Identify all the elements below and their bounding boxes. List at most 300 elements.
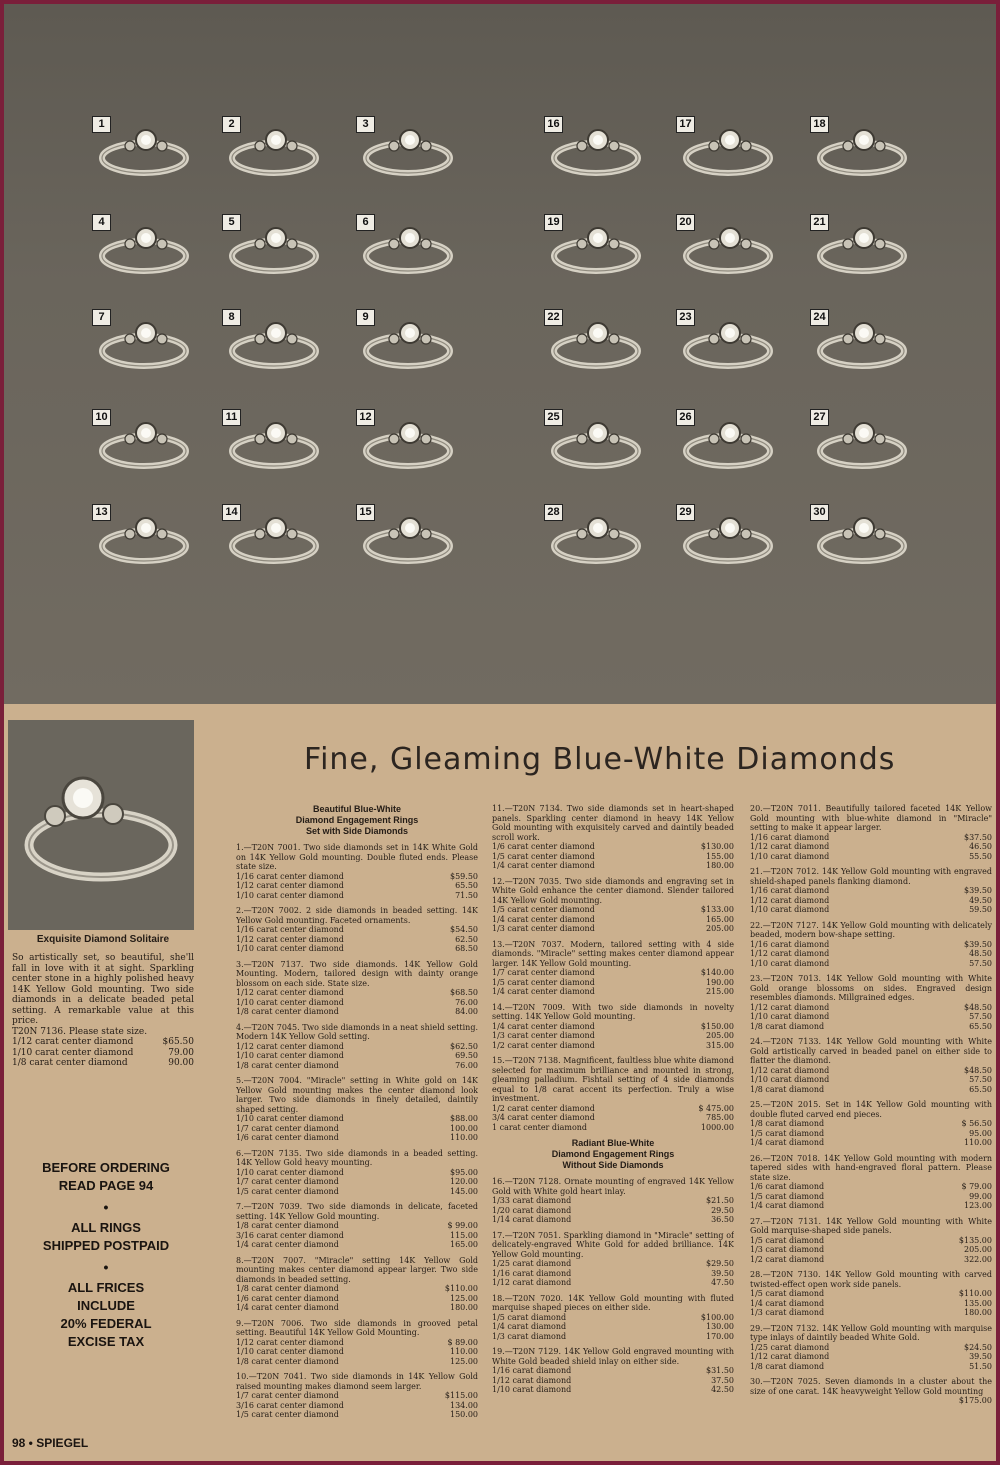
- size-label: 1/10 carat diamond: [750, 958, 830, 968]
- size-label: 1/12 carat diamond: [750, 1352, 830, 1361]
- price: 190.00: [706, 977, 734, 987]
- ring-15: [356, 504, 456, 574]
- ring-listing: [236, 843, 478, 900]
- price-line: [236, 1231, 478, 1241]
- ordering-notes: [26, 1159, 186, 1351]
- price-line: [750, 1119, 992, 1129]
- price: $ 475.00: [698, 1103, 734, 1113]
- size-label: 1/10 carat center diamond: [236, 997, 344, 1007]
- solitaire-box: [12, 934, 194, 1069]
- listing-description: 21.—T20N 7012. 14K Yellow Gold mounting with engraved shield-shaped panels flanking diamond.: [750, 867, 992, 886]
- size-label: 1/7 carat center diamond: [236, 1177, 339, 1186]
- price-line: [12, 1058, 194, 1069]
- size-label: 1/5 carat center diamond: [492, 905, 595, 914]
- price-line: [492, 1215, 734, 1225]
- price-line: [492, 1041, 734, 1051]
- ring-1: [92, 116, 192, 186]
- ring-listing: [236, 1076, 478, 1143]
- price-line: [492, 1322, 734, 1332]
- price: 155.00: [706, 851, 734, 861]
- price-line: [492, 1332, 734, 1342]
- price-line: [492, 1206, 734, 1216]
- size-label: 1/5 carat center diamond: [492, 977, 595, 987]
- ring-listing: [750, 1270, 992, 1318]
- size-label: 1/8 carat center diamond: [236, 1221, 339, 1230]
- price: 71.50: [455, 890, 478, 900]
- price-line: [492, 852, 734, 862]
- price-line: [236, 1133, 478, 1143]
- ring-14: [222, 504, 322, 574]
- listing-description: 29.—T20N 7132. 14K Yellow Gold mounting with marquise type inlays of daintily beaded White Gold.: [750, 1323, 992, 1342]
- ring-9: [356, 309, 456, 379]
- price: 57.50: [969, 958, 992, 968]
- size-label: 1/12 carat diamond: [492, 1375, 572, 1385]
- size-label: 1/10 carat center diamond: [236, 1114, 344, 1123]
- size-label: 1/6 carat center diamond: [236, 1293, 339, 1303]
- listing-description: 26.—T20N 7018. 14K Yellow Gold mounting with modern tapered sides with hand-engraved floral pattern. Please state size.: [750, 1153, 992, 1182]
- ring-number: 11: [222, 409, 241, 426]
- price-line: [750, 1362, 992, 1372]
- price: 29.50: [711, 1205, 734, 1215]
- ring-number: 14: [222, 504, 241, 521]
- size-label: 1/16 carat center diamond: [236, 871, 344, 881]
- price-line: [236, 1240, 478, 1250]
- ring-19: [544, 214, 644, 284]
- price: 42.50: [711, 1385, 734, 1394]
- size-label: 1/8 carat center diamond: [236, 1007, 339, 1016]
- price: 205.00: [706, 924, 734, 933]
- price: 55.50: [969, 851, 992, 861]
- price-line: [492, 861, 734, 871]
- listing-description: 12.—T20N 7035. Two side diamonds and engraving set in White Gold enhance the center diamond. Slender tailored 14K Yellow Gold mounting.: [492, 876, 734, 905]
- price-line: [750, 1352, 992, 1362]
- size-label: 1/12 carat center diamond: [236, 881, 344, 890]
- listing-description: 28.—T20N 7130. 14K Yellow Gold mounting with carved twisted-effect open work side panels.: [750, 1270, 992, 1289]
- size-label: 1/12 carat diamond: [750, 1002, 830, 1012]
- ring-number: 21: [810, 214, 829, 231]
- ring-listing: [236, 1149, 478, 1197]
- size-label: 1/8 carat diamond: [750, 1361, 825, 1371]
- ring-listing: [750, 1324, 992, 1372]
- ring-25: [544, 409, 644, 479]
- price-line: [492, 1385, 734, 1395]
- listing-description: 23.—T20N 7013. 14K Yellow Gold mounting with White Gold orange blossoms on sides. Engraved design resembles diamonds. Millgrained edges.: [750, 974, 992, 1002]
- ring-number: 9: [356, 309, 375, 326]
- size-label: 1/4 carat diamond: [492, 1322, 567, 1331]
- price: $54.50: [450, 925, 478, 934]
- price-line: [236, 1061, 478, 1071]
- ring-listing: [236, 960, 478, 1017]
- price-line: [492, 1022, 734, 1032]
- price-line: [750, 959, 992, 969]
- price-line: [750, 1066, 992, 1076]
- size-label: 3/16 carat center diamond: [236, 1230, 344, 1240]
- ring-18: [810, 116, 910, 186]
- ring-number: 17: [676, 116, 695, 133]
- price-line: [236, 1221, 478, 1231]
- bullet: •: [103, 1199, 109, 1215]
- ring-listing: [236, 1372, 478, 1420]
- price-line: [236, 1284, 478, 1294]
- price-line: [236, 1114, 478, 1124]
- price-line: [12, 1048, 194, 1059]
- listing-description: 18.—T20N 7020. 14K Yellow Gold mounting with fluted marquise shaped pieces on either side.: [492, 1293, 734, 1312]
- ring-number: 23: [676, 309, 695, 326]
- ring-number: 4: [92, 214, 111, 231]
- price-line: [750, 1192, 992, 1202]
- size-label: 1/3 carat center diamond: [492, 1031, 595, 1040]
- ring-21: [810, 214, 910, 284]
- price: 125.00: [450, 1293, 478, 1303]
- listing-description: 13.—T20N 7037. Modern, tailored setting with 4 side diamonds. "Miracle" setting makes center diamond appear larger. 14K Yellow Gold mounting.: [492, 939, 734, 968]
- ring-listing: [750, 1217, 992, 1265]
- size-label: 1/4 carat center diamond: [492, 987, 595, 996]
- price-line: [236, 1124, 478, 1134]
- size-label: 1/12 carat center diamond: [236, 1337, 344, 1347]
- price: 1000.00: [700, 1122, 734, 1132]
- price: $88.00: [450, 1114, 478, 1123]
- solitaire-text: So artistically set, so beautiful, she'll fall in love with it at sight. Sparkling center stone in a highly polished heavy 14K Yellow Gold mounting. Two side diamonds in a delicate beaded petal setting. A remarkable value at this price.: [12, 953, 194, 1026]
- price: 100.00: [450, 1123, 478, 1133]
- price-line: [492, 1366, 734, 1376]
- price-line: [492, 1259, 734, 1269]
- price-line: [236, 1177, 478, 1187]
- listing-description: 5.—T20N 7004. "Miracle" setting in White gold on 14K Yellow Gold mounting makes the center diamond look larger. Two side diamonds in finely detailed, daintily shaped setting.: [236, 1076, 478, 1114]
- price-line: [750, 1022, 992, 1032]
- price: 180.00: [450, 1303, 478, 1312]
- size-label: 1/16 carat diamond: [492, 1268, 572, 1278]
- column-3: [750, 804, 992, 1412]
- note-line: ALL RINGS: [71, 1220, 141, 1235]
- size-label: 1/6 carat center diamond: [492, 842, 595, 851]
- ring-listing: [750, 1154, 992, 1211]
- ring-number: 8: [222, 309, 241, 326]
- price: $135.00: [958, 1235, 992, 1245]
- price-line: [750, 1255, 992, 1265]
- size-label: 1/5 carat center diamond: [236, 1186, 339, 1196]
- price-line: [750, 852, 992, 862]
- ring-number: 28: [544, 504, 563, 521]
- size-label: 1/16 carat diamond: [750, 939, 830, 949]
- listing-description: 7.—T20N 7039. Two side diamonds in delicate, faceted setting. 14K Yellow Gold mounting.: [236, 1202, 478, 1221]
- size-label: 1/33 carat diamond: [492, 1196, 572, 1205]
- price: $65.50: [162, 1037, 194, 1047]
- price-line: [750, 1085, 992, 1095]
- price: 315.00: [706, 1040, 734, 1050]
- price: 150.00: [450, 1410, 478, 1419]
- price-line: [236, 1303, 478, 1313]
- price: $59.50: [450, 871, 478, 881]
- ring-number: 15: [356, 504, 375, 521]
- ring-number: 7: [92, 309, 111, 326]
- solitaire-prices: [12, 1037, 194, 1069]
- size-label: 1/10 carat center diamond: [236, 890, 344, 900]
- price-line: [750, 1075, 992, 1085]
- listing-description: 17.—T20N 7051. Sparkling diamond in "Miracle" setting of delicately-engraved White Gold for added brilliance. 14K Yellow Gold mounting.: [492, 1230, 734, 1259]
- size-label: 1/8 carat center diamond: [236, 1356, 339, 1366]
- price: $62.50: [450, 1041, 478, 1051]
- size-label: 1/4 carat center diamond: [236, 1240, 339, 1249]
- size-label: 1/5 carat diamond: [492, 1312, 567, 1322]
- size-label: 1/10 carat center diamond: [12, 1047, 134, 1058]
- listing-description: 20.—T20N 7011. Beautifully tailored faceted 14K Yellow Gold mounting with blue-white diamond in "Miracle" setting to make it appear larger.: [750, 804, 992, 832]
- size-label: 1/12 carat diamond: [750, 1065, 830, 1075]
- ring-28: [544, 504, 644, 574]
- price: 110.00: [450, 1133, 478, 1142]
- price: 48.50: [969, 949, 992, 958]
- price-line: [492, 1104, 734, 1114]
- ring-number: 13: [92, 504, 111, 521]
- ring-listing: [492, 1177, 734, 1225]
- size-label: 1/2 carat center diamond: [492, 1103, 595, 1113]
- price-line: [236, 1294, 478, 1304]
- price-line: [236, 944, 478, 954]
- price: $100.00: [700, 1312, 734, 1322]
- size-label: 1/14 carat diamond: [492, 1215, 572, 1224]
- size-label: 1/16 carat diamond: [750, 832, 830, 842]
- size-label: 1/25 carat diamond: [750, 1342, 830, 1352]
- listing-description: 10.—T20N 7041. Two side diamonds in 14K Yellow Gold raised mounting makes diamond seem larger.: [236, 1372, 478, 1391]
- price-line: [236, 881, 478, 891]
- ring-7: [92, 309, 192, 379]
- price-line: [236, 1347, 478, 1357]
- ring-number: 24: [810, 309, 829, 326]
- ring-number: 5: [222, 214, 241, 231]
- ring-6: [356, 214, 456, 284]
- ring-17: [676, 116, 776, 186]
- price: $110.00: [958, 1289, 992, 1298]
- size-label: 1/5 carat diamond: [750, 1191, 825, 1201]
- ring-22: [544, 309, 644, 379]
- size-label: 1/10 carat center diamond: [236, 1167, 344, 1177]
- ring-8: [222, 309, 322, 379]
- price-line: [236, 925, 478, 935]
- price-line: [236, 1051, 478, 1061]
- solitaire-photo: [8, 720, 194, 930]
- price: 65.50: [455, 881, 478, 890]
- page-footer: 98 • SPIEGEL: [12, 1436, 89, 1450]
- catalog-page: [4, 4, 996, 1461]
- bullet: •: [103, 1259, 109, 1275]
- size-label: 1/2 carat center diamond: [492, 1040, 595, 1050]
- note-line: READ PAGE 94: [58, 1178, 154, 1193]
- size-label: 1/12 carat diamond: [750, 895, 830, 905]
- size-label: 1/4 carat diamond: [750, 1201, 825, 1210]
- listing-description: 1.—T20N 7001. Two side diamonds set in 14K White Gold on 14K Yellow Gold mounting. Double fluted ends. Please state size.: [236, 843, 478, 871]
- price-line: [750, 896, 992, 906]
- price-line: [492, 1031, 734, 1041]
- size-label: 1/12 carat center diamond: [236, 988, 344, 997]
- price-line: [750, 1003, 992, 1013]
- ring-26: [676, 409, 776, 479]
- solitaire-heading: Exquisite Diamond Solitaire: [36, 934, 170, 945]
- ring-listing: [492, 877, 734, 934]
- listing-description: 14.—T20N 7009. With two side diamonds in novelty setting. 14K Yellow Gold mounting.: [492, 1002, 734, 1021]
- ring-number: 12: [356, 409, 375, 426]
- price: $ 89.00: [447, 1337, 478, 1347]
- price: 79.00: [168, 1047, 194, 1058]
- ring-27: [810, 409, 910, 479]
- price: $ 99.00: [447, 1221, 478, 1230]
- price-line: [236, 1042, 478, 1052]
- price: $133.00: [700, 905, 734, 914]
- ring-listing: [492, 1347, 734, 1395]
- ring-29: [676, 504, 776, 574]
- price-line: [750, 1138, 992, 1148]
- size-label: 1/5 carat center diamond: [492, 851, 595, 861]
- price-line: [492, 1269, 734, 1279]
- size-label: 1/10 carat diamond: [750, 1012, 830, 1021]
- price: 76.00: [455, 997, 478, 1007]
- price: $29.50: [706, 1259, 734, 1268]
- size-label: 1/2 carat diamond: [750, 1254, 825, 1264]
- size-label: 1/8 carat center diamond: [236, 1284, 339, 1293]
- listing-description: 27.—T20N 7131. 14K Yellow Gold mounting with White Gold marquise-shaped side panels.: [750, 1216, 992, 1235]
- size-label: 1/16 carat center diamond: [236, 925, 344, 934]
- size-label: 1/10 carat diamond: [750, 851, 830, 861]
- size-label: 1/4 carat center diamond: [236, 1303, 339, 1312]
- price: 46.50: [969, 842, 992, 851]
- listing-description: 24.—T20N 7133. 14K Yellow Gold mounting with White Gold artistically carved in beaded panel on either side to flatter the diamond.: [750, 1037, 992, 1065]
- price: 57.50: [969, 1012, 992, 1021]
- price: 110.00: [964, 1138, 992, 1147]
- price-line: [236, 935, 478, 945]
- ring-5: [222, 214, 322, 284]
- rings-photo: [4, 4, 996, 704]
- ring-number: 6: [356, 214, 375, 231]
- listing-description: 25.—T20N 2015. Set in 14K Yellow Gold mounting with double fluted carved end pieces.: [750, 1100, 992, 1119]
- ring-13: [92, 504, 192, 574]
- price: 69.50: [455, 1051, 478, 1060]
- size-label: 1/5 carat diamond: [750, 1289, 825, 1298]
- price: 180.00: [964, 1308, 992, 1317]
- size-label: 1/12 carat center diamond: [12, 1037, 134, 1047]
- price-line: [750, 1343, 992, 1353]
- ring-11: [222, 409, 322, 479]
- size-label: 1/16 carat diamond: [750, 886, 830, 895]
- ring-number: 27: [810, 409, 829, 426]
- size-label: 3/4 carat center diamond: [492, 1113, 595, 1122]
- ring-10: [92, 409, 192, 479]
- ring-23: [676, 309, 776, 379]
- price: $37.50: [964, 832, 992, 842]
- price-line: [492, 1196, 734, 1206]
- ring-4: [92, 214, 192, 284]
- price: 99.00: [969, 1191, 992, 1201]
- price: 62.50: [455, 934, 478, 944]
- ring-number: 19: [544, 214, 563, 231]
- price: 165.00: [706, 914, 734, 924]
- ring-listing: [750, 1100, 992, 1148]
- price: 57.50: [969, 1075, 992, 1084]
- price: $95.00: [450, 1167, 478, 1177]
- ring-listing: [750, 867, 992, 915]
- price-line: [750, 1308, 992, 1318]
- price-line: [236, 1187, 478, 1197]
- section-heading: Radiant Blue-White Diamond Engagement Rings Without Side Diamonds: [551, 1138, 675, 1170]
- size-label: 1/4 carat center diamond: [492, 861, 595, 870]
- price: $175.00: [958, 1396, 992, 1405]
- price: $48.50: [964, 1065, 992, 1075]
- listing-description: 2.—T20N 7002. 2 side diamonds in beaded setting. 14K Yellow Gold mounting. Faceted ornaments.: [236, 906, 478, 925]
- ring-listing: [236, 1319, 478, 1367]
- price: 215.00: [706, 987, 734, 996]
- solitaire-order: T20N 7136. Please state size.: [12, 1026, 148, 1037]
- ring-30: [810, 504, 910, 574]
- size-label: 1/5 carat diamond: [750, 1235, 825, 1245]
- size-label: 1/12 carat diamond: [750, 842, 830, 851]
- size-label: 1/10 carat center diamond: [236, 1347, 344, 1356]
- listing-description: 30.—T20N 7025. Seven diamonds in a cluster about the size of one carat. 14K heavyweight Yellow Gold mounting: [750, 1377, 992, 1396]
- price: $115.00: [444, 1391, 478, 1400]
- size-label: 1/6 carat center diamond: [236, 1133, 339, 1142]
- price-line: [236, 1168, 478, 1178]
- price: 37.50: [711, 1375, 734, 1385]
- price-line: [750, 886, 992, 896]
- size-label: 1/5 carat center diamond: [236, 1410, 339, 1419]
- ring-24: [810, 309, 910, 379]
- ring-listing: [492, 804, 734, 871]
- size-label: 1/16 carat diamond: [492, 1366, 572, 1375]
- price: $ 79.00: [961, 1182, 992, 1191]
- listing-description: 6.—T20N 7135. Two side diamonds in a beaded setting. 14K Yellow Gold heavy mounting.: [236, 1148, 478, 1167]
- size-label: 1/8 carat diamond: [750, 1084, 825, 1094]
- price-line: [236, 1401, 478, 1411]
- price: 115.00: [450, 1230, 478, 1240]
- size-label: 1/4 carat center diamond: [492, 1021, 595, 1031]
- price-line: [750, 1396, 992, 1406]
- price-line: [492, 842, 734, 852]
- price: 145.00: [450, 1186, 478, 1196]
- size-label: 1/3 carat diamond: [750, 1245, 825, 1254]
- ring-listing: [750, 1377, 992, 1406]
- price-line: [750, 1129, 992, 1139]
- size-label: 1/7 carat center diamond: [236, 1391, 339, 1400]
- price-line: [236, 872, 478, 882]
- ring-number: 30: [810, 504, 829, 521]
- ring-3: [356, 116, 456, 186]
- listing-description: 11.—T20N 7134. Two side diamonds set in heart-shaped panels. Sparkling center diamond in heavy 14K Yellow Gold mounting with exquisitely carved and daintily beaded scroll work.: [492, 804, 734, 842]
- price: 95.00: [969, 1128, 992, 1138]
- price-line: [236, 1007, 478, 1017]
- price: 68.50: [455, 944, 478, 953]
- size-label: 1/8 carat diamond: [750, 1119, 825, 1128]
- price-line: [492, 1313, 734, 1323]
- price: 65.50: [969, 1021, 992, 1031]
- price: $39.50: [964, 939, 992, 949]
- price: 170.00: [706, 1331, 734, 1341]
- price: 180.00: [706, 861, 734, 870]
- price-line: [750, 1182, 992, 1192]
- size-label: 1 carat center diamond: [492, 1122, 588, 1132]
- price: $ 56.50: [961, 1119, 992, 1128]
- listing-description: 4.—T20N 7045. Two side diamonds in a neat shield setting. Modern 14K Yellow Gold setting.: [236, 1022, 478, 1041]
- listing-description: 3.—T20N 7137. Two side diamonds. 14K Yellow Gold Mounting. Modern, tailored design with dainty orange blossom on each side. State size.: [236, 959, 478, 988]
- price: 47.50: [711, 1278, 734, 1287]
- price-line: [236, 1357, 478, 1367]
- price: 39.50: [711, 1268, 734, 1278]
- price: $21.50: [706, 1196, 734, 1205]
- size-label: 1/10 carat center diamond: [236, 944, 344, 953]
- price: $48.50: [964, 1002, 992, 1012]
- size-label: 1/8 carat center diamond: [236, 1060, 339, 1070]
- page-title: Fine, Gleaming Blue-White Diamonds: [304, 742, 896, 777]
- size-label: 1/12 carat center diamond: [236, 1041, 344, 1051]
- price-line: [492, 924, 734, 934]
- size-label: 1/3 carat diamond: [492, 1331, 567, 1341]
- price-line: [750, 905, 992, 915]
- ring-listing: [236, 1256, 478, 1313]
